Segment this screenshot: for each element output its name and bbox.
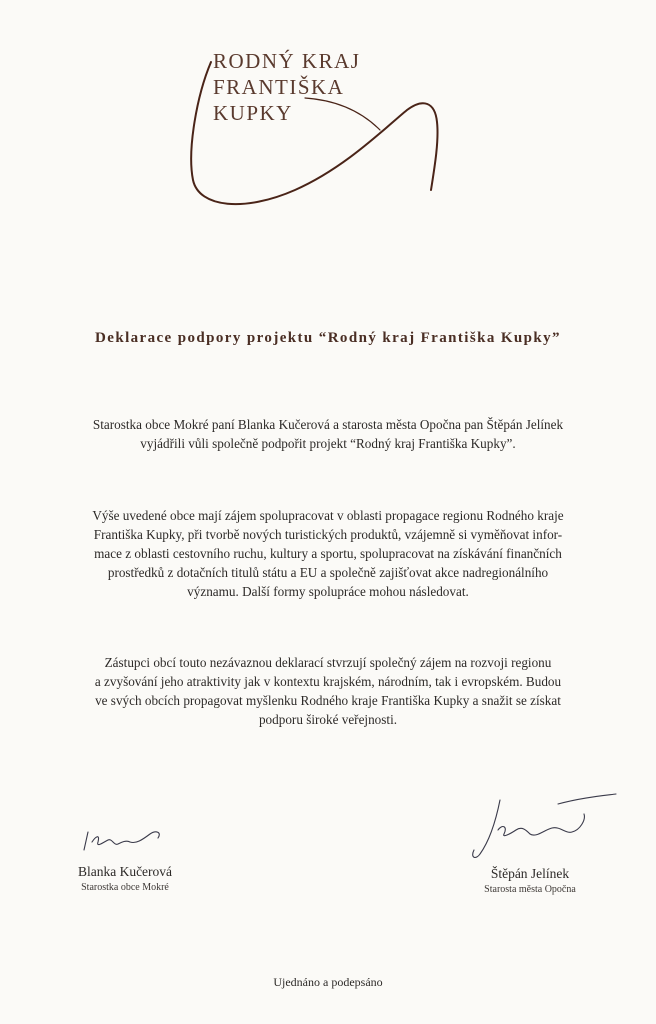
- signatory-name-right: Štěpán Jelínek: [490, 866, 570, 881]
- logo-line-3: KUPKY: [213, 101, 293, 125]
- paragraph-line: Starostka obce Mokré paní Blanka Kučerová a starosta města Opočna pan Štěpán Jelínek: [92, 417, 564, 432]
- signatory-role-right: Starosta města Opočna: [484, 884, 576, 895]
- signature-block-right: [440, 790, 620, 895]
- paragraph-intro: [50, 415, 606, 453]
- paragraph-line: ve svých obcích propagovat myšlenku Rodného kraje Františka Kupky a snažit se získat: [95, 693, 561, 708]
- paragraph-cooperation: [50, 506, 606, 601]
- signatory-name-left: Blanka Kučerová: [77, 864, 173, 879]
- logo-line-2: FRANTIŠKA: [213, 75, 345, 99]
- paragraph-line: Zástupci obcí touto nezávaznou deklarací stvrzují společný zájem na rozvoji regionu: [104, 655, 552, 670]
- paragraph-line: Výše uvedené obce mají zájem spolupracovat v oblasti propagace regionu Rodného kraje: [92, 508, 564, 523]
- signatory-role-left: Starostka obce Mokré: [81, 882, 169, 893]
- paragraph-commitment: [50, 653, 606, 729]
- paragraph-line: mace z oblasti cestovního ruchu, kultury a sportu, spolupracovat na získávání finančních: [94, 546, 562, 561]
- signature-block-left: [40, 820, 210, 893]
- logo: [185, 40, 455, 215]
- footer-note: Ujednáno a podepsáno: [273, 975, 383, 989]
- paragraph-line: Františka Kupky, při tvorbě nových turistických produktů, vzájemně si vyměňovat infor-: [93, 527, 563, 542]
- paragraph-line: významu. Další formy spolupráce mohou následovat.: [187, 584, 469, 599]
- logo-wordmark: [213, 48, 360, 126]
- handwritten-signature-right: [440, 790, 620, 862]
- paragraph-line: podporu široké veřejnosti.: [258, 712, 398, 727]
- paragraph-line: prostředků z dotačních titulů státu a EU a společně zajišťovat akce nadregionálního: [107, 565, 549, 580]
- paragraph-line: vyjádřili vůli společně podpořit projekt “Rodný kraj Františka Kupky”.: [140, 436, 516, 451]
- paragraph-line: a zvyšování jeho atraktivity jak v kontextu krajském, národním, tak i evropském. Budou: [94, 674, 562, 689]
- logo-line-1: RODNÝ KRAJ: [213, 49, 361, 73]
- handwritten-signature-left: [70, 820, 180, 860]
- document-title: Deklarace podpory projektu “Rodný kraj Františka Kupky”: [95, 330, 561, 346]
